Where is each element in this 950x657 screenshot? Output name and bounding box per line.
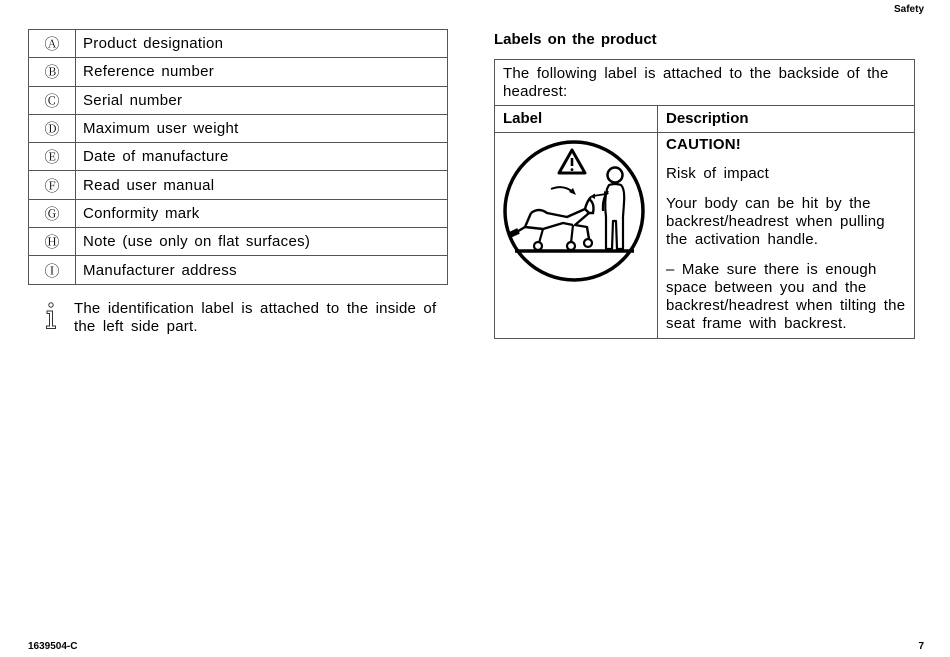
table-row bbox=[29, 143, 448, 171]
column-header-description: Description bbox=[658, 106, 915, 133]
legend-key: Ⓗ bbox=[29, 228, 76, 256]
column-header-label: Label bbox=[495, 106, 658, 133]
caution-impact-pictogram bbox=[503, 139, 647, 284]
page-number: 7 bbox=[918, 641, 924, 652]
legend-value: Reference number bbox=[76, 58, 448, 86]
table-row bbox=[29, 30, 448, 58]
legend-key: Ⓕ bbox=[29, 171, 76, 199]
table-row bbox=[29, 256, 448, 284]
safety-instruction: – Make sure there is enough space between you and the backrest/headrest when tilting the seat frame with backrest. bbox=[666, 261, 906, 332]
info-note bbox=[28, 300, 438, 336]
legend-key: Ⓔ bbox=[29, 143, 76, 171]
legend-key: Ⓖ bbox=[29, 199, 76, 227]
table-row bbox=[29, 86, 448, 114]
legend-key: Ⓑ bbox=[29, 58, 76, 86]
legend-value: Maximum user weight bbox=[76, 114, 448, 142]
table-row bbox=[495, 60, 915, 106]
risk-text: Risk of impact bbox=[666, 165, 769, 182]
legend-key: Ⓒ bbox=[29, 86, 76, 114]
table-row bbox=[495, 133, 915, 339]
table-row bbox=[29, 228, 448, 256]
table-row bbox=[29, 58, 448, 86]
label-image-cell bbox=[495, 133, 658, 339]
table-row bbox=[29, 114, 448, 142]
legend-key: Ⓐ bbox=[29, 30, 76, 58]
description-body: Your body can be hit by the backrest/headrest when pulling the activation handle. bbox=[666, 195, 885, 248]
label-description-cell bbox=[658, 133, 915, 339]
info-icon bbox=[28, 300, 74, 336]
product-labels-table bbox=[494, 59, 915, 339]
table-row bbox=[29, 199, 448, 227]
document-number: 1639504-C bbox=[28, 641, 78, 652]
legend-value: Product designation bbox=[76, 30, 448, 58]
info-note-text: The identification label is attached to the inside of the left side part. bbox=[74, 300, 437, 335]
section-header: Safety bbox=[893, 4, 924, 15]
legend-value: Date of manufacture bbox=[76, 143, 448, 171]
labels-heading: Labels on the product bbox=[494, 31, 657, 48]
label-legend-table bbox=[28, 29, 448, 285]
legend-value: Manufacturer address bbox=[76, 256, 448, 284]
legend-value: Serial number bbox=[76, 86, 448, 114]
caution-heading: CAUTION! bbox=[666, 136, 741, 153]
table-row bbox=[29, 171, 448, 199]
labels-intro: The following label is attached to the backside of the headrest: bbox=[495, 60, 915, 106]
legend-key: Ⓘ bbox=[29, 256, 76, 284]
legend-value: Read user manual bbox=[76, 171, 448, 199]
legend-value: Conformity mark bbox=[76, 199, 448, 227]
legend-key: Ⓓ bbox=[29, 114, 76, 142]
legend-value: Note (use only on flat surfaces) bbox=[76, 228, 448, 256]
table-header-row bbox=[495, 106, 915, 133]
